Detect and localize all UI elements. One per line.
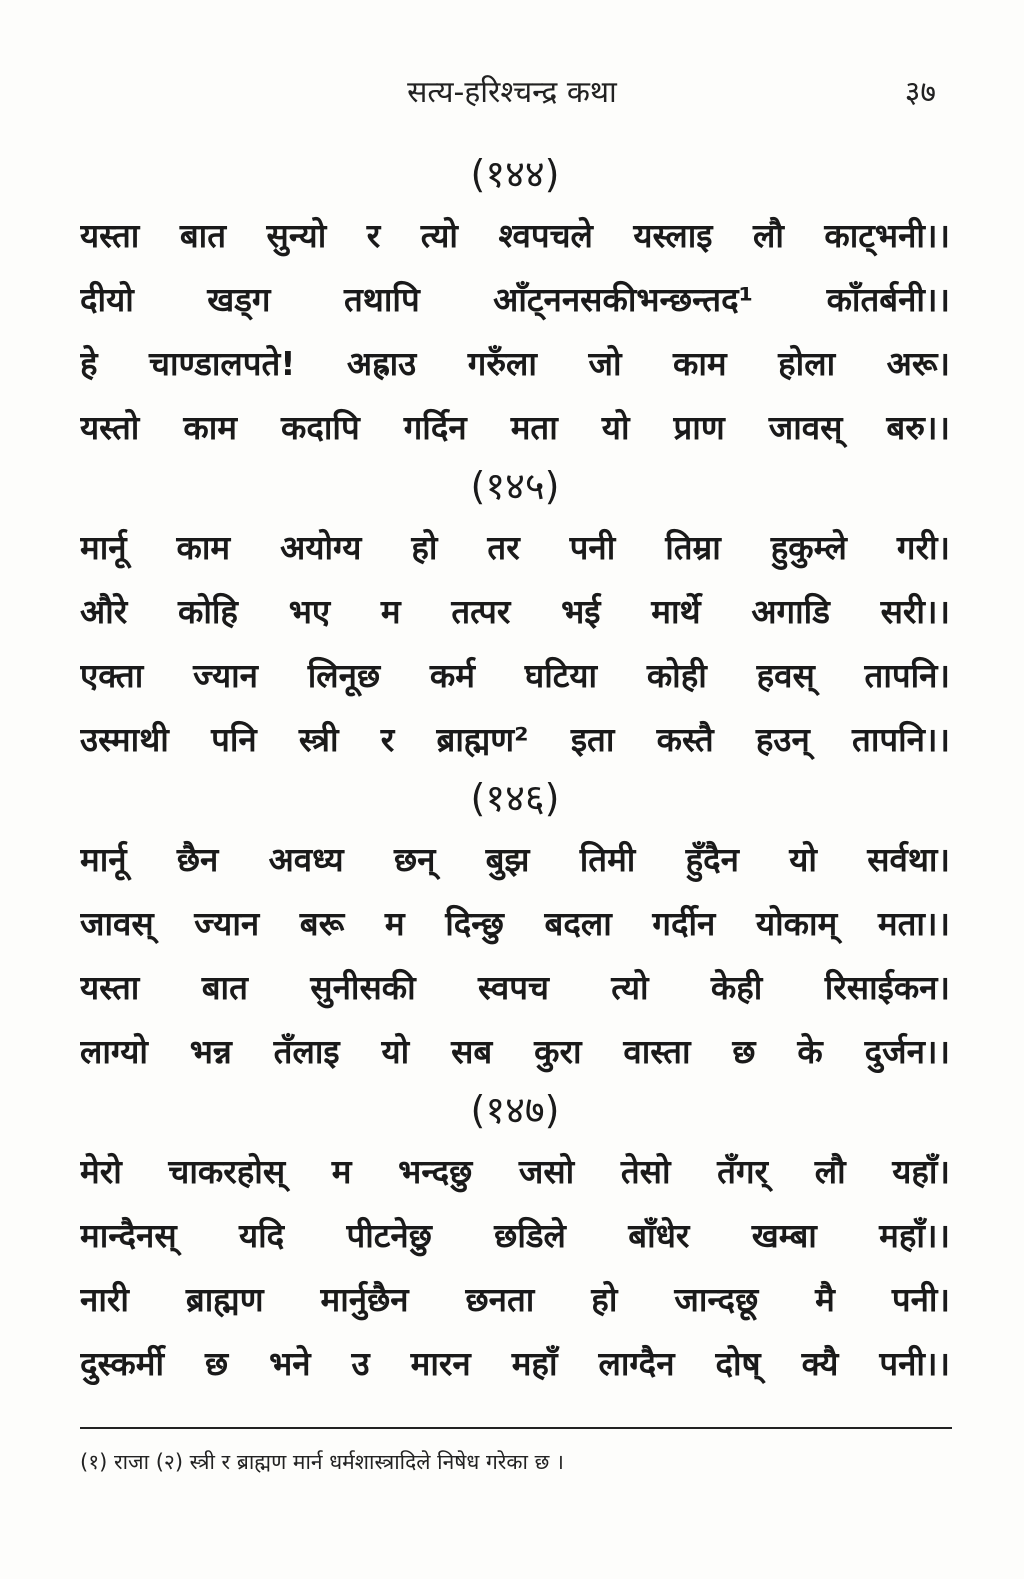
verse-line: यस्तो काम कदापि गर्दिन मता यो प्राण जावस् बरु।। [80, 408, 950, 447]
footnote: (१) राजा (२) स्त्री र ब्राह्मण मार्न धर्मशास्त्रादिले निषेध गरेका छ । [80, 1450, 564, 1474]
verse-body [80, 148, 950, 1396]
verse-line: उस्माथी पनि स्त्री र ब्राह्मण² इता कस्तै हउन् तापनि।। [80, 720, 950, 759]
verse-line: लाग्यो भन्न तँलाइ यो सब कुरा वास्ता छ के दुर्जन।। [80, 1032, 950, 1071]
stanza-147 [80, 1084, 950, 1396]
verse-line: यस्ता बात सुन्यो र त्यो श्वपचले यस्लाइ लौ काट्भनी।। [80, 216, 950, 255]
verse-line: हे चाण्डालपते! अह्राउ गरुँला जो काम होला अरू। [80, 344, 950, 383]
stanza-144 [80, 148, 950, 460]
verse-line: नारी ब्राह्मण मार्नुछैन छनता हो जान्दछू मै पनी। [80, 1280, 950, 1319]
verse-number: (१४४) [470, 152, 560, 196]
verse-number: (१४७) [470, 1088, 560, 1132]
verse-line: मेरो चाकरहोस् म भन्दछु जसो तेसो तँगर् लौ यहाँ। [80, 1152, 950, 1191]
stanza-145 [80, 460, 950, 772]
verse-line: मार्नू काम अयोग्य हो तर पनी तिम्रा हुकुम्ले गरी। [80, 528, 950, 567]
verse-line: एक्ता ज्यान लिनूछ कर्म घटिया कोही हवस् तापनि। [80, 656, 950, 695]
verse-number: (१४६) [470, 776, 560, 820]
footnote-divider [80, 1427, 952, 1429]
verse-line: दीयो खड्ग तथापि आँट्ननसकीभन्छन्तद¹ काँतर्बनी।। [80, 280, 950, 319]
verse-number: (१४५) [470, 464, 560, 508]
running-title: सत्य-हरिश्चन्द्र कथा [407, 75, 617, 110]
verse-line: मान्दैनस् यदि पीटनेछु छडिले बाँधेर खम्बा महाँ।। [80, 1216, 950, 1255]
verse-line: औरे कोहि भए म तत्पर भई मार्थे अगाडि सरी।। [80, 592, 950, 631]
verse-line: जावस् ज्यान बरू म दिन्छु बदला गर्दीन योकाम् मता।। [80, 904, 950, 943]
page-number: ३७ [904, 75, 936, 110]
verse-line: मार्नू छैन अवध्य छन् बुझ तिमी हुँदैन यो सर्वथा। [80, 840, 950, 879]
running-header [0, 64, 1024, 112]
verse-line: दुस्कर्मी छ भने उ मारन महाँ लाग्दैन दोष् क्यै पनी।। [80, 1344, 950, 1383]
stanza-146 [80, 772, 950, 1084]
verse-line: यस्ता बात सुनीसकी स्वपच त्यो केही रिसाईकन। [80, 968, 950, 1007]
